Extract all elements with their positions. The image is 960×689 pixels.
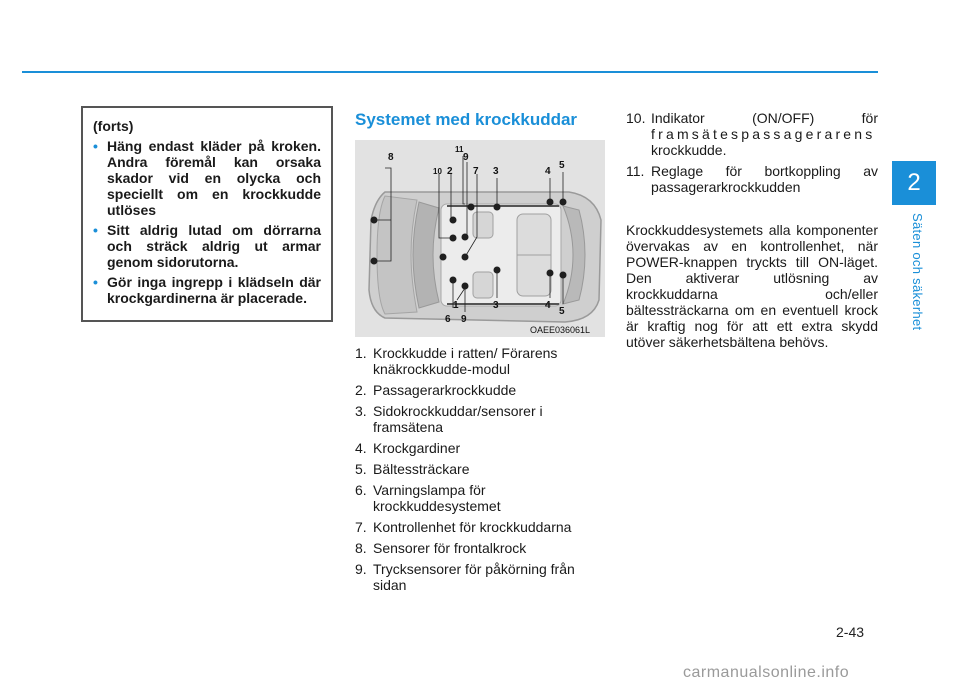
list-text: Krockkudde i ratten/ Förarens knäkrockkudde-modul [373, 345, 558, 377]
watermark: carmanualsonline.info [683, 664, 850, 681]
bullet-icon: • [93, 274, 98, 290]
warning-text: Sitt aldrig lutad om dörrarna och sträck aldrig ut armar genom sidorutorna. [107, 222, 321, 270]
list-number: 4. [355, 440, 367, 456]
warning-item [93, 274, 321, 306]
callout-label: 5 [559, 306, 565, 317]
callout-label: 6 [445, 314, 451, 325]
list-text: Krockgardiner [373, 440, 461, 456]
list-number: 3. [355, 403, 367, 419]
list-text: Sensorer för frontalkrock [373, 540, 527, 556]
list-number: 7. [355, 519, 367, 535]
page-number: 2-43 [836, 624, 865, 640]
callout-label: 5 [559, 160, 565, 171]
warning-box [81, 106, 333, 322]
callout-label: 4 [545, 166, 551, 177]
list-number: 1. [355, 345, 367, 361]
list-number: 5. [355, 461, 367, 477]
list-item [355, 540, 605, 556]
callout-label: 7 [473, 166, 479, 177]
list-item [355, 440, 605, 456]
component-list-continued [626, 110, 878, 200]
component-list [355, 345, 605, 598]
callout-label: 1 [453, 300, 459, 311]
list-item [355, 461, 605, 477]
list-text: Reglage för bortkoppling av passagerarkrockkudden [651, 163, 878, 195]
callout-label: 8 [388, 152, 394, 163]
warning-text: Gör inga ingrepp i klädseln där krockgardinerna är placerade. [107, 274, 321, 306]
list-item [626, 110, 878, 158]
chapter-title: Säten och säkerhet [910, 213, 925, 331]
body-paragraph: Krockkuddesystemets alla komponenter övervakas av en kontrollenhet, när POWER-knappen tryckts till ON-läget. Den aktiverar utlösning av krockkuddarna och/eller bältessträckarna om en eventuell krock är kraftig nog för att ett extra skydd utöver säkerhetsbältena behövs. [626, 222, 878, 350]
list-text: Varningslampa för krockkuddesystemet [373, 482, 501, 514]
list-item [355, 482, 605, 514]
callout-label: 2 [447, 166, 453, 177]
warning-item [93, 138, 321, 218]
callout-label: 9 [463, 152, 469, 163]
section-heading: Systemet med krockkuddar [355, 110, 578, 129]
list-item [355, 403, 605, 435]
bullet-icon: • [93, 222, 98, 238]
list-text: Passagerarkrockkudde [373, 382, 517, 398]
callout-label: 3 [493, 300, 499, 311]
list-number: 9. [355, 561, 367, 577]
list-text: Bältessträckare [373, 461, 470, 477]
callout-label: 3 [493, 166, 499, 177]
airbag-diagram [355, 140, 605, 337]
list-number: 6. [355, 482, 367, 498]
list-item [355, 382, 605, 398]
callout-label: 10 [433, 167, 442, 176]
list-text: Indikator (ON/OFF) för [651, 110, 878, 126]
list-number: 2. [355, 382, 367, 398]
callout-label: 11 [455, 145, 464, 154]
callout-label: 9 [461, 314, 467, 325]
figure-code: OAEE036061L [530, 325, 591, 335]
list-text: Sidokrockkuddar/sensorer i framsätena [373, 403, 543, 435]
chapter-number-tab: 2 [892, 161, 936, 205]
list-item [355, 345, 605, 377]
warning-text: Häng endast kläder på kroken. Andra föremål kan orsaka skador vid en olycka och speciellt om en krockkudde utlöses [107, 138, 321, 218]
list-number: 10. [626, 110, 646, 126]
top-divider [22, 71, 878, 73]
callout-label: 4 [545, 300, 551, 311]
warning-heading: (forts) [93, 118, 134, 134]
list-number: 8. [355, 540, 367, 556]
warning-item [93, 222, 321, 270]
list-item [355, 519, 605, 535]
list-number: 11. [626, 163, 645, 179]
list-text: Kontrollenhet för krockkuddarna [373, 519, 572, 535]
list-text: krockkudde. [651, 142, 727, 158]
list-item [355, 561, 605, 593]
list-text: framsätespassagerarens [651, 126, 876, 142]
car-top-view-illustration [355, 140, 605, 337]
bullet-icon: • [93, 138, 98, 154]
list-text: Trycksensorer för påkörning från sidan [373, 561, 575, 593]
list-item [626, 163, 878, 195]
